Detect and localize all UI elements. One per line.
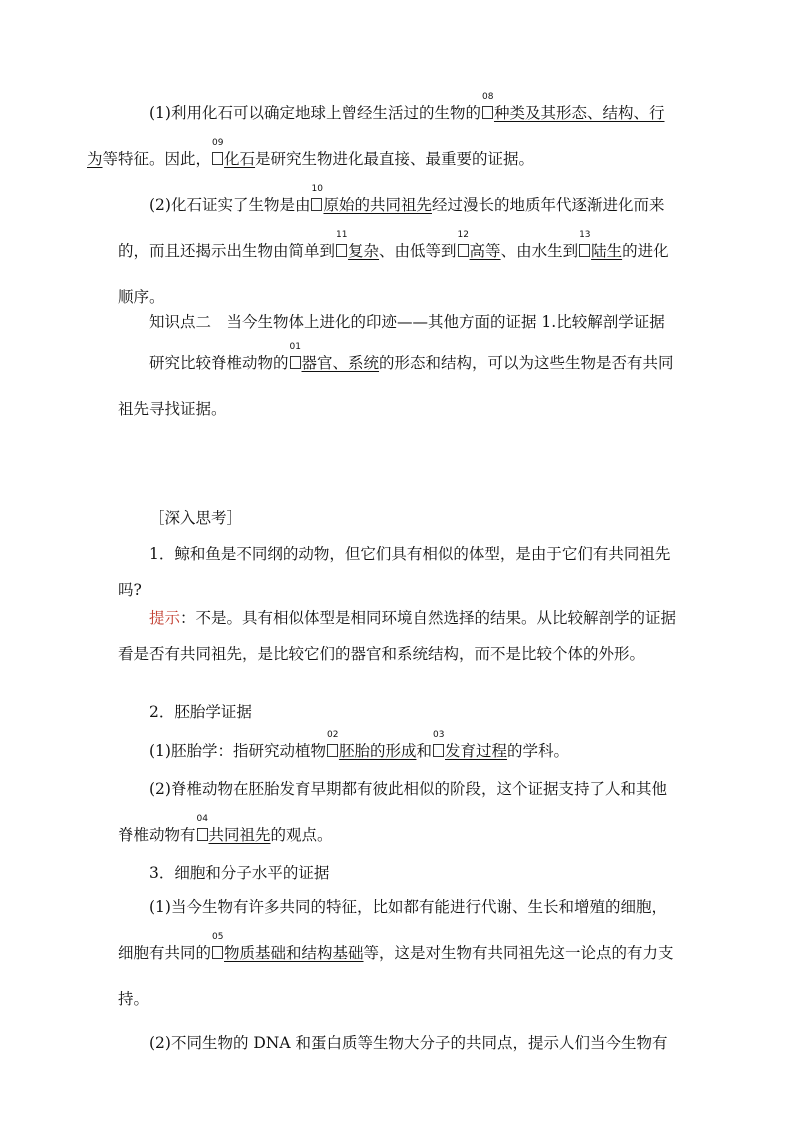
deep-thinking-heading: ［深入思考］	[149, 509, 243, 527]
section-cell-molecular-title: 3．细胞和分子水平的证据	[149, 864, 330, 882]
blank-marker-icon: 11	[336, 244, 347, 257]
blank-marker-icon: 10	[311, 198, 322, 211]
knowledge-point-two: 知识点二 当今生物体上进化的印迹——其他方面的证据 1.比较解剖学证据	[149, 313, 665, 331]
blank-marker-icon: 05	[212, 946, 223, 959]
blank-marker-icon: 01	[290, 356, 301, 369]
blank-marker-icon: 03	[433, 744, 444, 757]
paragraph-fossil-2: (2)化石证实了生物是由 10 原始的共同祖先经过漫长的地质年代逐渐进化而来的，而且还揭示出生物由简单到 11 复杂、由低等到 12 高等、由水生到 13 陆生的进化顺序。	[118, 184, 669, 306]
blank-marker-icon: 12	[458, 244, 469, 257]
paragraph-embryology-1: (1)胚胎学：指研究动植物 02 胚胎的形成和 03 发育过程的学科。	[149, 730, 570, 760]
blank-marker-icon: 13	[579, 244, 590, 257]
blank-marker-icon: 04	[197, 828, 208, 841]
section-embryology-title: 2．胚胎学证据	[149, 703, 252, 721]
blank-marker-icon: 02	[327, 744, 338, 757]
question-1: 1．鲸和鱼是不同纲的动物，但它们具有相似的体型，是由于它们有共同祖先吗?	[118, 545, 671, 599]
blank-marker-icon: 08	[482, 106, 493, 119]
blank-marker-icon: 09	[212, 152, 223, 165]
paragraph-embryology-2: (2)脊椎动物在胚胎发育早期都有彼此相似的阶段，这个证据支持了人和其他脊椎动物有 04 共同祖先的观点。	[118, 780, 667, 844]
paragraph-cell-1: (1)当今生物有许多共同的特征，比如都有能进行代谢、生长和增殖的细胞，细胞有共同的 05 物质基础和结构基础等，这是对生物有共同祖先这一论点的有力支持。	[118, 898, 674, 1008]
paragraph-comparative-anatomy: 研究比较脊椎动物的 01 器官、系统的形态和结构，可以为这些生物是否有共同祖先寻找证据。	[118, 342, 674, 418]
paragraph-fossil-1: (1)利用化石可以确定地球上曾经生活过的生物的 08 种类及其形态、结构、行 为等特征。因此， 09 化石是研究生物进化最直接、最重要的证据。	[87, 92, 665, 168]
answer-1: 提示：不是。具有相似体型是相同环境自然选择的结果。从比较解剖学的证据看是否有共同祖先，是比较它们的器官和系统结构，而不是比较个体的外形。	[118, 609, 677, 663]
paragraph-cell-2: (2)不同生物的 DNA 和蛋白质等生物大分子的共同点，提示人们当今生物有	[149, 1034, 668, 1052]
